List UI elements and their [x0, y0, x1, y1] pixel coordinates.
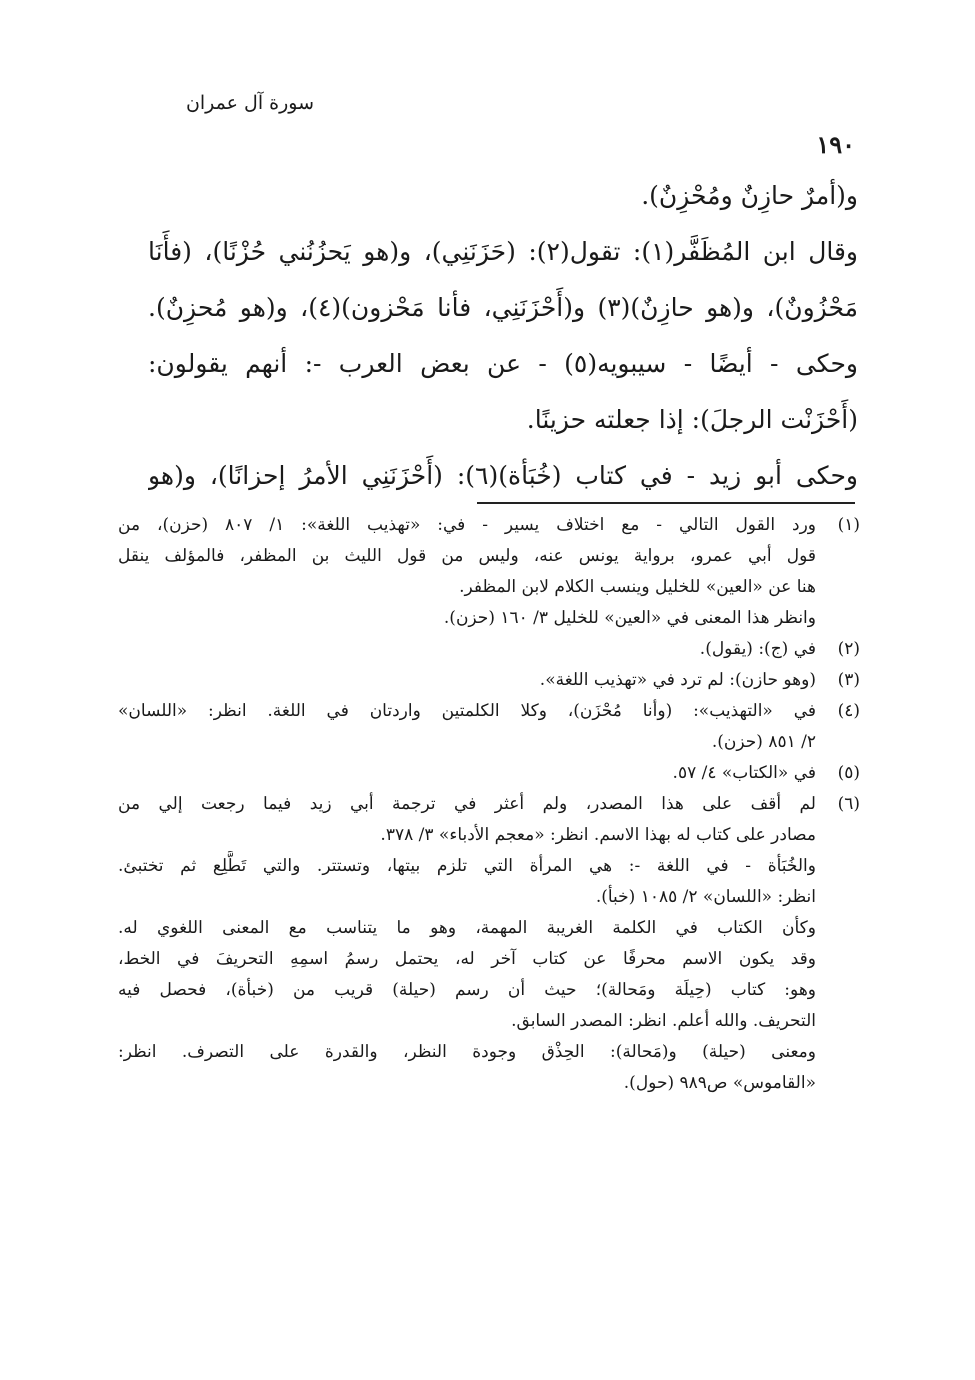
- main-text-block: [148, 168, 858, 504]
- footnote-line: «القاموس» ص٩٨٩ (حول).: [623, 1073, 816, 1093]
- footnote-6: [118, 789, 860, 1099]
- footnote-1: [118, 510, 860, 634]
- footnote-line: في (ج): (يقول).: [699, 639, 816, 659]
- main-text-line: وقال ابن المُظَفَّر(١): تقول(٢): (حَزَنَنِي)، و(هو يَحزُنُني حُزْنًا)، (فأَنَا: [148, 237, 858, 266]
- footnote-line: انظر: «اللسان» ٢/ ١٠٨٥ (خبأ).: [595, 887, 816, 907]
- footnote-separator: [477, 502, 855, 504]
- footnote-line: هنا عن «العين» للخليل وينسب الكلام لابن المظفر.: [459, 577, 816, 597]
- footnote-line: في «التهذيب»: (وأنا مُحْزَن)، وكلا الكلمتين واردتان في اللغة. انظر: «اللسان»: [118, 701, 816, 721]
- footnote-4: [118, 696, 860, 758]
- footnote-line: والخُبَأة - في اللغة -: هي المرأة التي تلزم بيتها، وتستتر. والتي تَطَّلِع ثم تختبئ.: [118, 856, 816, 876]
- main-text-line: مَحْزُونٌ)، و(هو حازِنٌ)(٣) و(أَحْزَنَنِي، فأنا مَحْزون)(٤)، و(هو مُحزِنٌ).: [148, 293, 858, 322]
- page-number: ١٩٠: [816, 130, 855, 159]
- footnote-line: التحريف. والله أعلم. انظر: المصدر السابق.: [511, 1011, 816, 1031]
- footnote-number: (٤): [837, 701, 860, 721]
- footnote-line: وقد يكون الاسم محرفًا عن كتاب آخر له، يحتمل رسمُ اسمِهِ التحريفَ في الخط،: [118, 949, 816, 969]
- footnote-number: (١): [837, 515, 860, 535]
- main-text-line: (أَحْزَنْت الرجلَ): إذا جعلته حزينًا.: [526, 405, 858, 434]
- footnote-line: ورد القول التالي - مع اختلاف يسير - في: «تهذيب اللغة»: ١/ ٨٠٧ (حزن)، من: [118, 515, 816, 535]
- footnote-line: ٢/ ٨٥١ (حزن).: [711, 732, 816, 752]
- main-text-line: وحكى - أيضًا - سيبويه(٥) - عن بعض العرب -: أنهم يقولون:: [148, 349, 858, 378]
- footnote-number: (٢): [837, 639, 860, 659]
- footnotes-block: [118, 510, 860, 1099]
- main-text-line: وحكى أبو زيد - في كتاب (خُبَأة)(٦): (أَحْزَنَنِي الأمرُ إحزانًا)، و(هو: [148, 461, 858, 490]
- footnote-number: (٦): [837, 794, 860, 814]
- footnote-line: لم أقف على هذا المصدر، ولم أعثر في ترجمة أبي زيد فيما رجعت إلي من: [118, 794, 816, 814]
- footnote-line: مصادر على كتاب له بهذا الاسم. انظر: «معجم الأدباء» ٣/ ٣٧٨.: [380, 825, 816, 845]
- footnote-2: [118, 634, 860, 665]
- main-text-line: و(أمرٌ حازِنٌ ومُحْزِنٌ).: [641, 181, 858, 210]
- footnote-line: وكأن الكتاب في الكلمة الغريبة المهمة، وهو ما يتناسب مع المعنى اللغوي له.: [118, 918, 816, 938]
- footnote-line: وانظر هذا المعنى في «العين» للخليل ٣/ ١٦٠ (حزن).: [443, 608, 816, 628]
- footnote-line: قول أبي عمرو، برواية يونس عنه، وليس من قول الليث بن المظفر، فالمؤلف ينقل: [118, 546, 816, 566]
- running-header-title: سورة آل عمران: [185, 92, 315, 114]
- footnote-5: [118, 758, 860, 789]
- footnote-line: وهو: كتاب (حِيلَة ومَحالة)؛ حيث أن رسم (حيلة) قريب من (خبأة)، فحصل فيه: [118, 980, 816, 1000]
- footnote-line: (وهو حازن): لم ترد في «تهذيب اللغة».: [539, 670, 816, 690]
- footnote-number: (٣): [837, 670, 860, 690]
- footnote-line: ومعنى (حيلة) و(مَحالة): الحِذْق وجودة النظر، والقدرة على التصرف. انظر:: [118, 1042, 816, 1062]
- footnote-line: في «الكتاب» ٤/ ٥٧.: [672, 763, 816, 783]
- footnote-3: [118, 665, 860, 696]
- footnote-number: (٥): [837, 763, 860, 783]
